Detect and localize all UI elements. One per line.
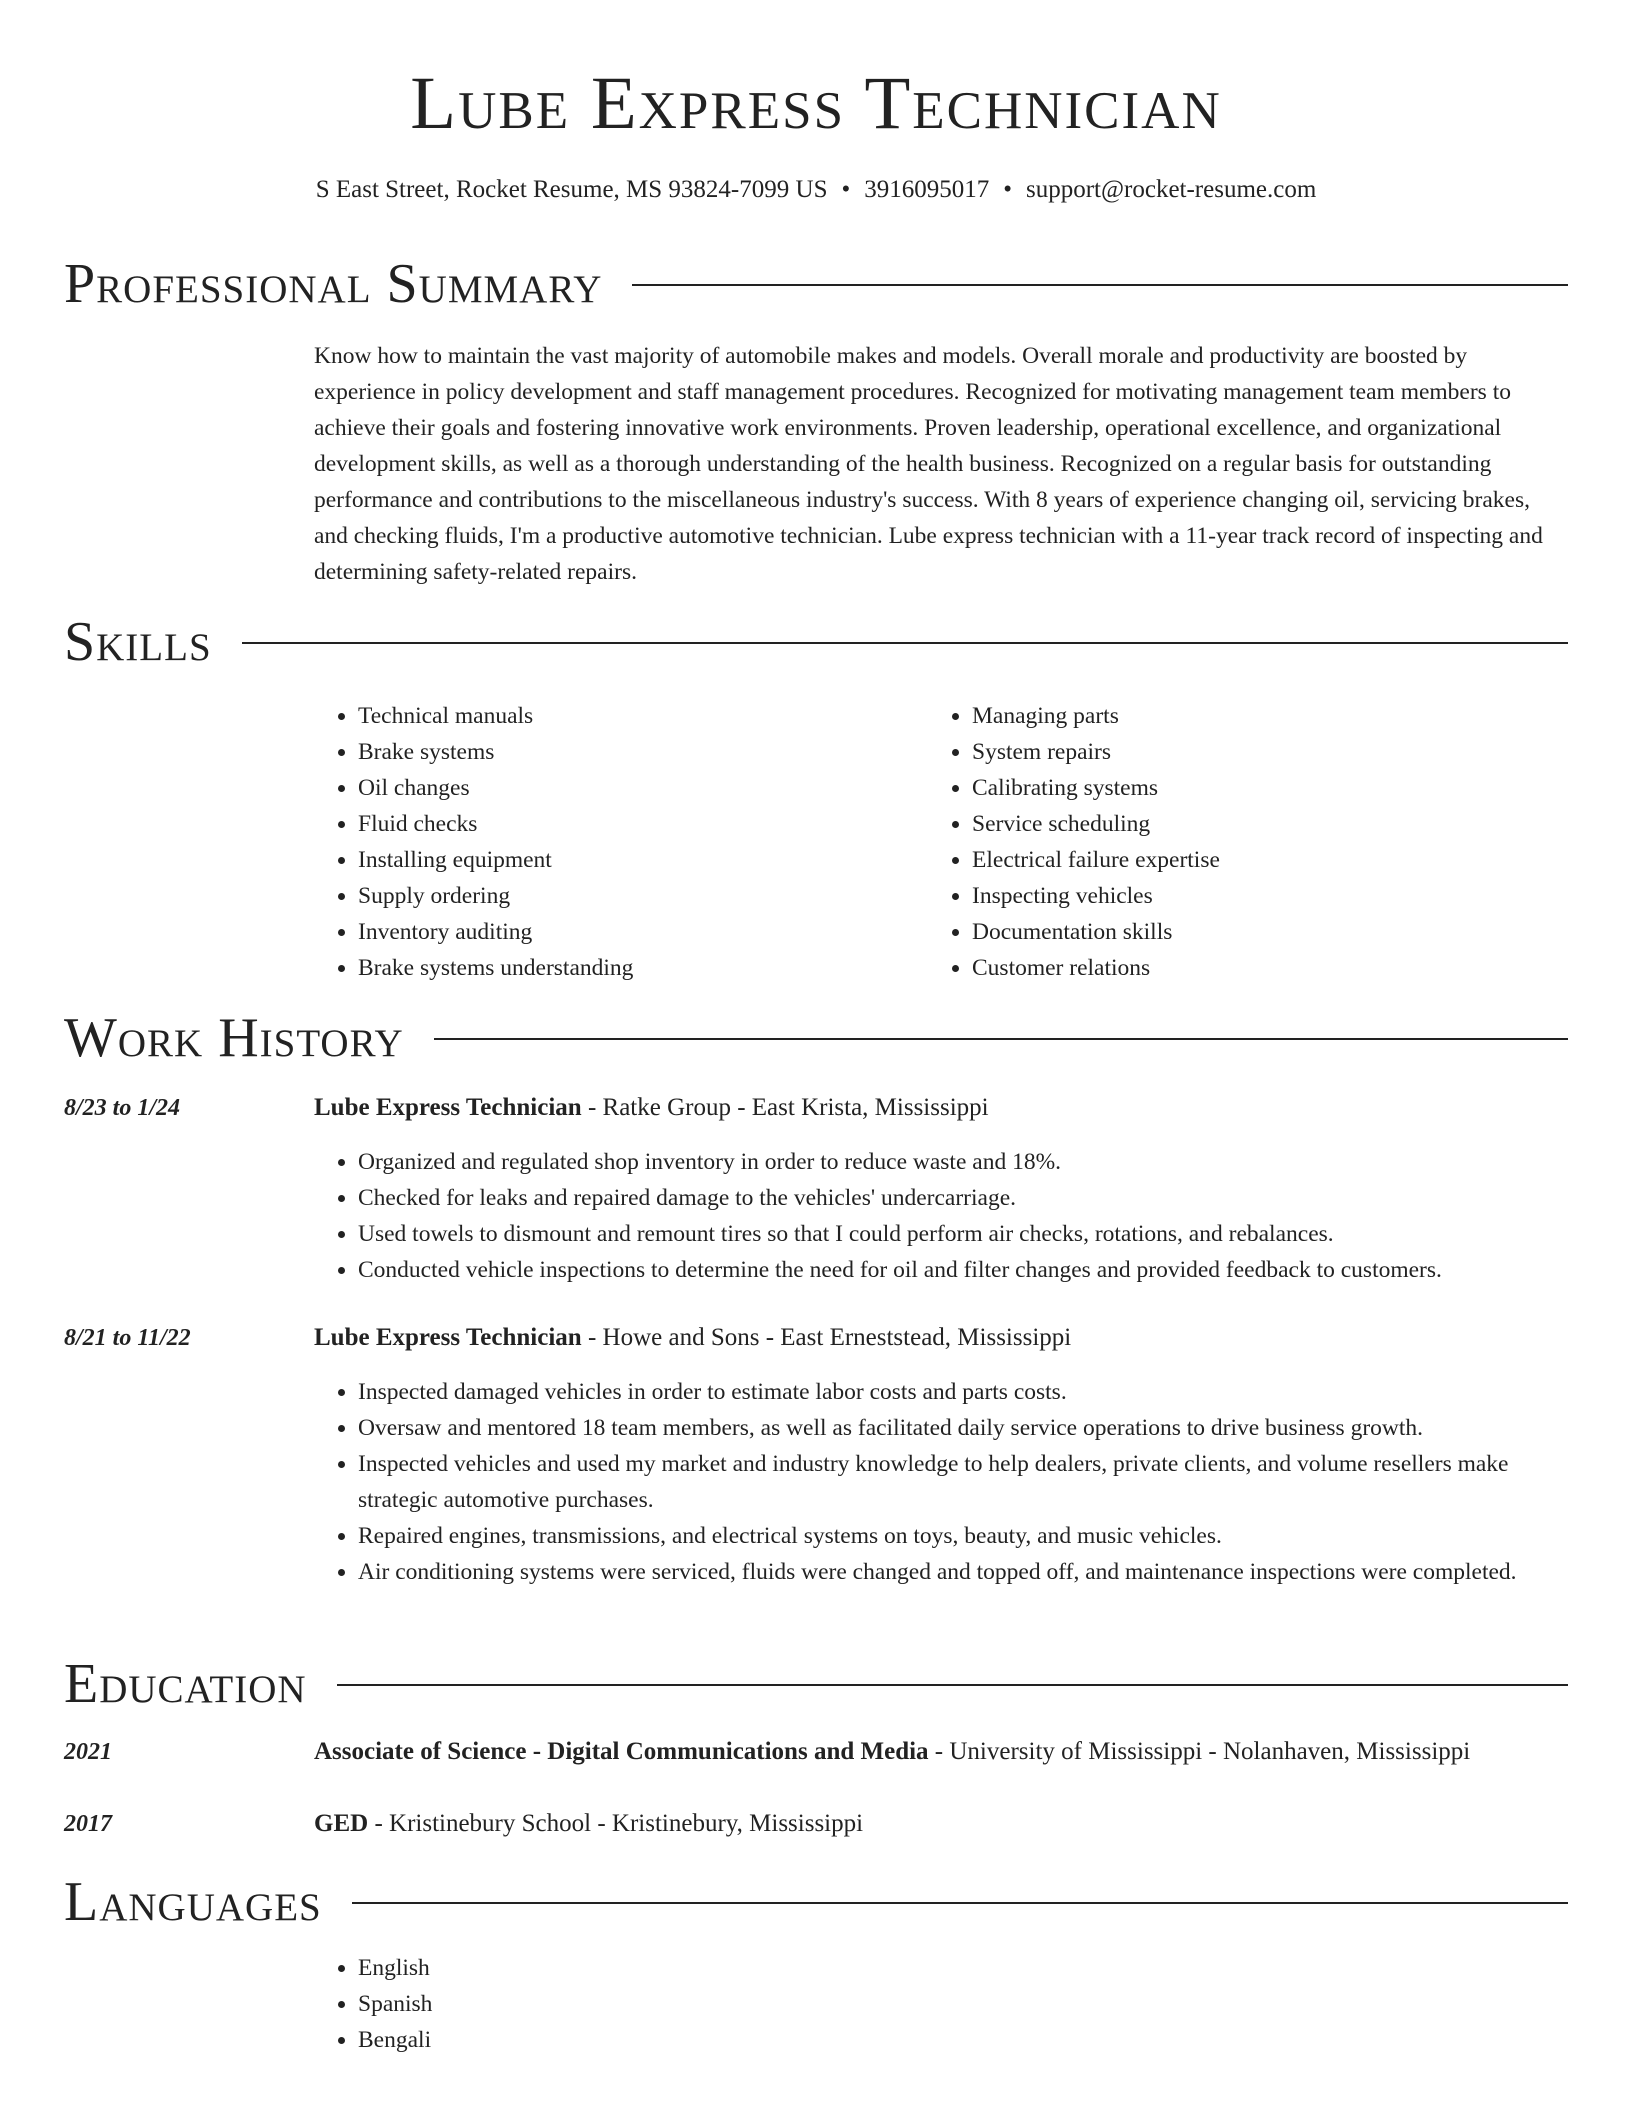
job-bullet: • Oversaw and mentored 18 team members, as well as facilitated daily service operations to drive business growth. — [358, 1410, 1568, 1446]
job-bullet: • Checked for leaks and repaired damage to the vehicles' undercarriage. — [358, 1180, 1568, 1216]
school-details: - Kristinebury School - Kristinebury, Mississippi — [368, 1810, 864, 1837]
skill-item: • Service scheduling — [972, 806, 1528, 842]
job-bullet: • Air conditioning systems were serviced, fluids were changed and topped off, and maintenance inspections were completed. — [358, 1554, 1568, 1590]
skill-item: • Electrical failure expertise — [972, 842, 1528, 878]
job-bullet: • Conducted vehicle inspections to determine the need for oil and filter changes and provided feedback to customers. — [358, 1252, 1568, 1288]
language-item: • Spanish — [358, 1986, 1568, 2022]
skill-item: • Inspecting vehicles — [972, 878, 1528, 914]
job-title-line — [314, 1320, 1568, 1356]
section-divider — [352, 1902, 1568, 1904]
degree: Associate of Science - Digital Communications and Media — [314, 1738, 929, 1765]
degree: GED — [314, 1810, 369, 1837]
skill-item: • Documentation skills — [972, 914, 1528, 950]
contact-line — [0, 172, 1632, 208]
job-bullet: • Used towels to dismount and remount tires so that I could perform air checks, rotations, and rebalances. — [358, 1216, 1568, 1252]
skill-item: • Technical manuals — [358, 698, 914, 734]
skills-section-header — [64, 612, 1568, 672]
skill-item: • Fluid checks — [358, 806, 914, 842]
skill-item: • Managing parts — [972, 698, 1528, 734]
section-divider — [632, 284, 1568, 286]
email[interactable]: support@rocket-resume.com — [1026, 176, 1317, 203]
job-dates: 8/21 to 11/22 — [64, 1325, 191, 1351]
skill-item: • Calibrating systems — [972, 770, 1528, 806]
skill-item: • System repairs — [972, 734, 1528, 770]
work-section-header — [64, 1008, 1568, 1068]
job-bullet: • Inspected vehicles and used my market and industry knowledge to help dealers, private clients, and volume resellers make strategic automotive purchases. — [358, 1446, 1568, 1518]
skill-item: • Inventory auditing — [358, 914, 914, 950]
skill-item: • Supply ordering — [358, 878, 914, 914]
address: S East Street, Rocket Resume, MS 93824-7099 US — [315, 176, 828, 203]
skill-item: • Customer relations — [972, 950, 1528, 986]
skill-item: • Oil changes — [358, 770, 914, 806]
skill-item: • Brake systems understanding — [358, 950, 914, 986]
language-item: • Bengali — [358, 2022, 1568, 2058]
job-bullets — [314, 1144, 1568, 1288]
section-heading: Languages — [64, 1871, 322, 1933]
job-details: - Howe and Sons - East Erneststead, Mississippi — [581, 1324, 1072, 1351]
education-line — [314, 1734, 1568, 1770]
section-divider — [242, 642, 1568, 644]
section-divider — [434, 1038, 1568, 1040]
language-list — [314, 1950, 1568, 2058]
job-title: Lube Express Technician — [314, 1324, 582, 1351]
job-bullet: • Repaired engines, transmissions, and electrical systems on toys, beauty, and music vehicles. — [358, 1518, 1568, 1554]
job-details: - Ratke Group - East Krista, Mississippi — [581, 1094, 989, 1121]
summary-section-header — [64, 254, 1568, 314]
job-dates: 8/23 to 1/24 — [64, 1095, 181, 1121]
section-heading: Skills — [64, 611, 212, 673]
job-bullets — [314, 1374, 1568, 1590]
skills-column-left — [314, 698, 914, 986]
skill-item: • Brake systems — [358, 734, 914, 770]
separator: • — [1003, 176, 1012, 203]
separator: • — [841, 176, 851, 203]
school-details: - University of Mississippi - Nolanhaven, Mississippi — [928, 1738, 1471, 1765]
phone[interactable]: 3916095017 — [864, 176, 990, 203]
language-item: • English — [358, 1950, 1568, 1986]
job-bullet: • Inspected damaged vehicles in order to estimate labor costs and parts costs. — [358, 1374, 1568, 1410]
job-title-line — [314, 1090, 1568, 1126]
section-heading: Education — [64, 1653, 307, 1715]
education-line — [314, 1806, 1568, 1842]
section-divider — [337, 1684, 1568, 1686]
job-title: Lube Express Technician — [314, 1094, 582, 1121]
job-bullet: • Organized and regulated shop inventory in order to reduce waste and 18%. — [358, 1144, 1568, 1180]
section-heading: Work History — [64, 1007, 404, 1069]
education-year: 2017 — [64, 1811, 112, 1837]
languages-section-header — [64, 1872, 1568, 1932]
skill-item: • Installing equipment — [358, 842, 914, 878]
skills-column-right — [928, 698, 1528, 986]
education-year: 2021 — [64, 1739, 112, 1765]
candidate-name: Lube Express Technician — [410, 62, 1222, 145]
summary-text: Know how to maintain the vast majority of automobile makes and models. Overall morale and productivity are boosted by experience in policy development and staff management procedures. Recognized for motivating management team members to achieve their goals and fostering innovative work environments. Proven leadership, operational excellence, and organizational development skills, as well as a thorough understanding of the health business. Recognized on a regular basis for outstanding performance and contributions to the miscellaneous industry's success. With 8 years of experience changing oil, servicing brakes, and checking fluids, I'm a productive automotive technician. Lube express technician with a 11-year track record of inspecting and determining safety-related repairs. — [314, 343, 1543, 585]
section-heading: Professional Summary — [64, 253, 603, 315]
education-section-header — [64, 1654, 1568, 1714]
